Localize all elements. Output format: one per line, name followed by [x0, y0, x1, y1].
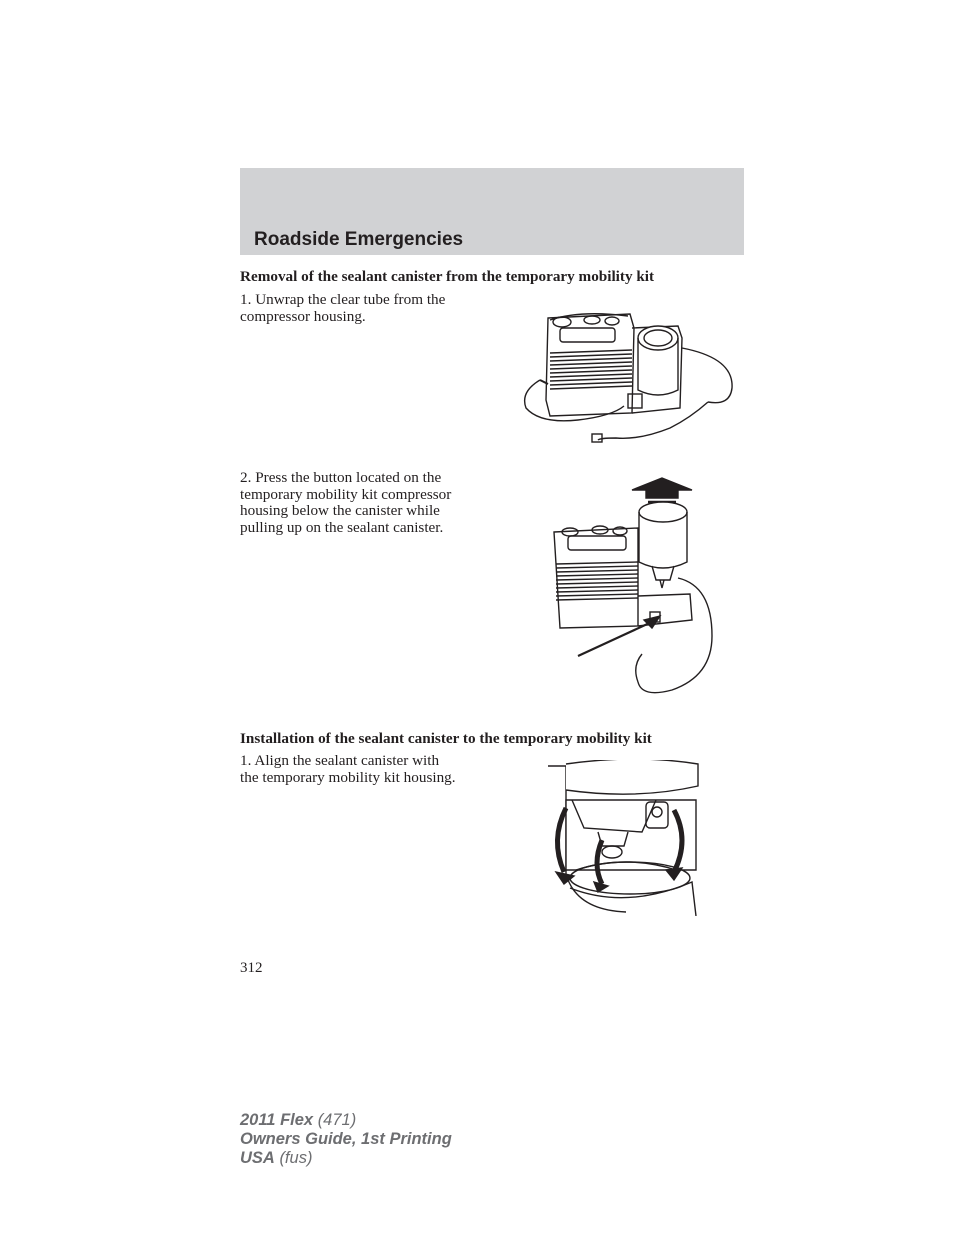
- removal-step-2: [240, 470, 451, 536]
- text-line: compressor housing.: [240, 307, 366, 325]
- text-line: pulling up on the sealant canister.: [240, 518, 444, 536]
- section-title: Roadside Emergencies: [254, 229, 464, 250]
- installation-step-1: [240, 753, 456, 786]
- removal-step-1: [240, 292, 445, 325]
- text-line: 1. Align the sealant canister with: [240, 752, 440, 769]
- text-line: the temporary mobility kit housing.: [240, 768, 456, 786]
- text-line: housing below the canister while: [240, 502, 440, 519]
- footer-market-code: (fus): [279, 1149, 313, 1167]
- header-band: [240, 168, 744, 255]
- print-footer: [240, 1111, 452, 1168]
- text-line: 2. Press the button located on the: [240, 469, 442, 486]
- text-line: 1. Unwrap the clear tube from the: [240, 291, 446, 308]
- compressor-unwrap-illustration: [520, 308, 736, 458]
- removal-heading: Removal of the sealant canister from the temporary mobility kit: [240, 268, 655, 285]
- footer-guide: Owners Guide, 1st Printing: [240, 1130, 452, 1148]
- canister-removal-illustration: [552, 476, 722, 702]
- text-line: temporary mobility kit compressor: [240, 485, 452, 503]
- footer-market: USA: [240, 1149, 275, 1167]
- footer-line-guide: [240, 1130, 452, 1149]
- footer-model: 2011 Flex: [240, 1111, 314, 1129]
- installation-heading: Installation of the sealant canister to the temporary mobility kit: [240, 730, 652, 747]
- footer-line-model: [240, 1111, 452, 1130]
- page-number: 312: [240, 960, 263, 976]
- canister-installation-illustration: [546, 760, 704, 916]
- footer-line-market: [240, 1149, 452, 1168]
- footer-model-code: (471): [317, 1111, 357, 1129]
